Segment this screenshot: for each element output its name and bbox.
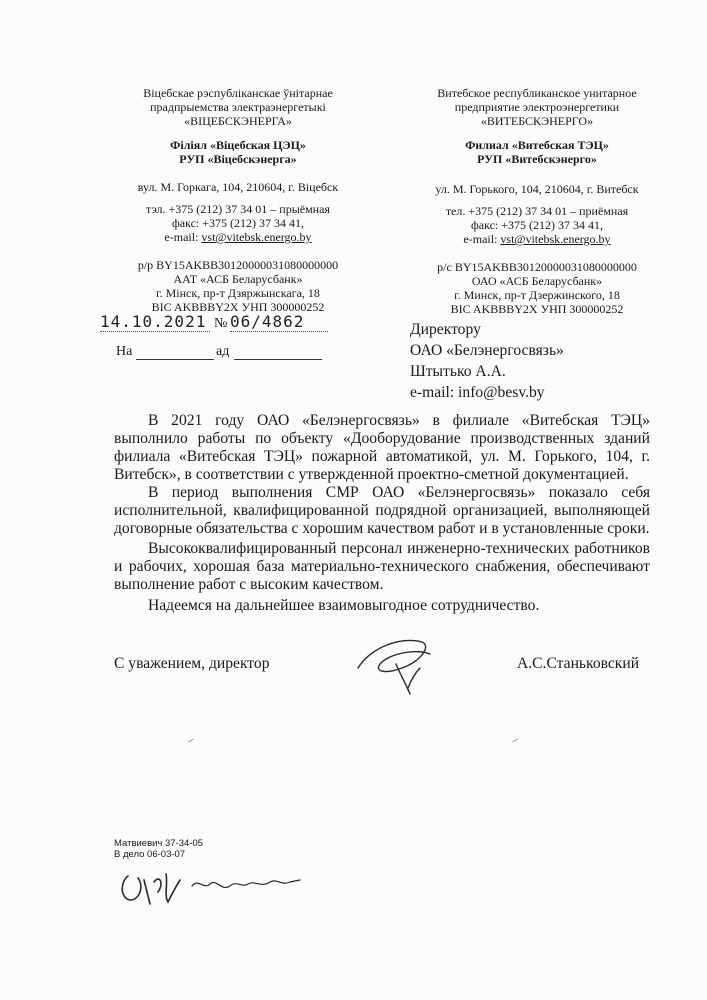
bic-unp: BIC AKBBBY2X УНП 300000252 <box>151 300 325 314</box>
director-signature <box>350 628 440 700</box>
ref-from-label: ад <box>216 344 230 359</box>
filed-line: В дело 06-03-07 <box>114 849 186 860</box>
ref-on-blank[interactable] <box>136 359 214 360</box>
reference-line <box>116 344 326 364</box>
recipient-email: e-mail: info@besv.by <box>410 384 545 401</box>
bank-name: ОАО «АСБ Беларусбанк» <box>471 274 603 288</box>
email-line <box>118 230 358 244</box>
recipient-name: Штытько А.А. <box>410 363 506 380</box>
branch-name: Филиал «Витебская ТЭЦ» <box>465 138 609 152</box>
footer-note <box>114 838 203 860</box>
bank-address: г. Мінск, пр-т Дзяржынскага, 18 <box>156 286 320 300</box>
org-name-line2: предприятие электроэнергетики <box>454 100 620 114</box>
org-name-line1: Витебское республиканское унитарное <box>437 86 637 100</box>
bank-address: г. Минск, пр-т Дзержинского, 18 <box>454 288 620 302</box>
org-name-line3: «ВИТЕБСКЭНЕРГО» <box>480 114 594 128</box>
org-name-line1: Віцебскае рэспубліканскае ўнітарнае <box>143 86 333 100</box>
address: ул. М. Горького, 104, 210604, г. Витебск <box>435 182 639 196</box>
closing-text: С уважением, директор <box>114 655 270 672</box>
letter-number: 06/4862 <box>230 312 328 332</box>
branch-name: Філіял «Віцебская ЦЭЦ» <box>170 138 306 152</box>
letter-date: 14.10.2021 <box>100 312 210 332</box>
ref-from-blank[interactable] <box>234 359 322 360</box>
author-line: Матвиевич 37-34-05 <box>114 838 204 849</box>
email-label: e-mail: <box>164 230 202 244</box>
fax: факс: +375 (212) 37 34 41, <box>171 216 305 230</box>
number-label: № <box>214 316 228 331</box>
filing-signature <box>114 864 314 912</box>
scan-mark <box>188 739 194 743</box>
org-name-line3: «ВІЦЕБСКЭНЕРГА» <box>184 114 292 128</box>
recipient-org: ОАО «Белэнергосвязь» <box>410 342 564 359</box>
bank-account: р/р BY15AKBB30120000031080000000 <box>137 258 339 272</box>
bank-name: ААТ «АСБ Беларусбанк» <box>173 272 303 286</box>
recipient-block <box>410 319 564 403</box>
fax: факс: +375 (212) 37 34 41, <box>470 218 604 232</box>
phone: тел. +375 (212) 37 34 01 – приёмная <box>445 204 629 218</box>
email-line <box>412 232 662 246</box>
header-russian <box>412 86 662 316</box>
registration-line <box>100 312 340 336</box>
header-belarusian <box>118 86 358 314</box>
letter-body <box>114 412 650 615</box>
paragraph: Высококвалифицированный персонал инженерно-технических работников и рабочих, хорошая база материально-технического снабжения, обеспечивают выполнение работ с высоким качеством. <box>114 540 650 593</box>
scan-mark <box>512 739 518 743</box>
address: вул. М. Горкага, 104, 210604, г. Віцебск <box>137 180 339 194</box>
signer-name: А.С.Станьковский <box>517 655 640 672</box>
bic-unp: BIC AKBBBY2X УНП 300000252 <box>450 302 624 316</box>
paragraph: Надеемся на дальнейшее взаимовыгодное сотрудничество. <box>148 597 540 614</box>
bank-account: р/с BY15AKBB30120000031080000000 <box>437 260 637 274</box>
parent-org: РУП «Віцебскэнерга» <box>179 152 297 166</box>
parent-org: РУП «Витебскэнерго» <box>477 152 597 166</box>
email-link[interactable]: vst@vitebsk.energo.by <box>500 232 611 246</box>
email-link[interactable]: vst@vitebsk.energo.by <box>201 230 312 244</box>
email-label: e-mail: <box>463 232 501 246</box>
ref-on-label: На <box>116 344 133 359</box>
paragraph: В период выполнения СМР ОАО «Белэнергосвязь» показало себя исполнительной, квалифицированной подрядной организацией, выполняющей договорные обязательства с хорошим качеством работ и в установленные сроки. <box>114 484 650 537</box>
paragraph: В 2021 году ОАО «Белэнергосвязь» в филиале «Витебская ТЭЦ» выполнило работы по объекту «Дооборудование производственных зданий филиала «Витебская ТЭЦ» пожарной автоматикой, ул. М. Горького, 104, г. Витебск», в соответствии с утвержденной проектно-сметной документацией. <box>114 412 650 483</box>
org-name-line2: прадпрыемства электраэнергетыкі <box>150 100 326 114</box>
phone: тэл. +375 (212) 37 34 01 – прыёмная <box>146 202 330 216</box>
recipient-title: Директору <box>410 321 481 338</box>
